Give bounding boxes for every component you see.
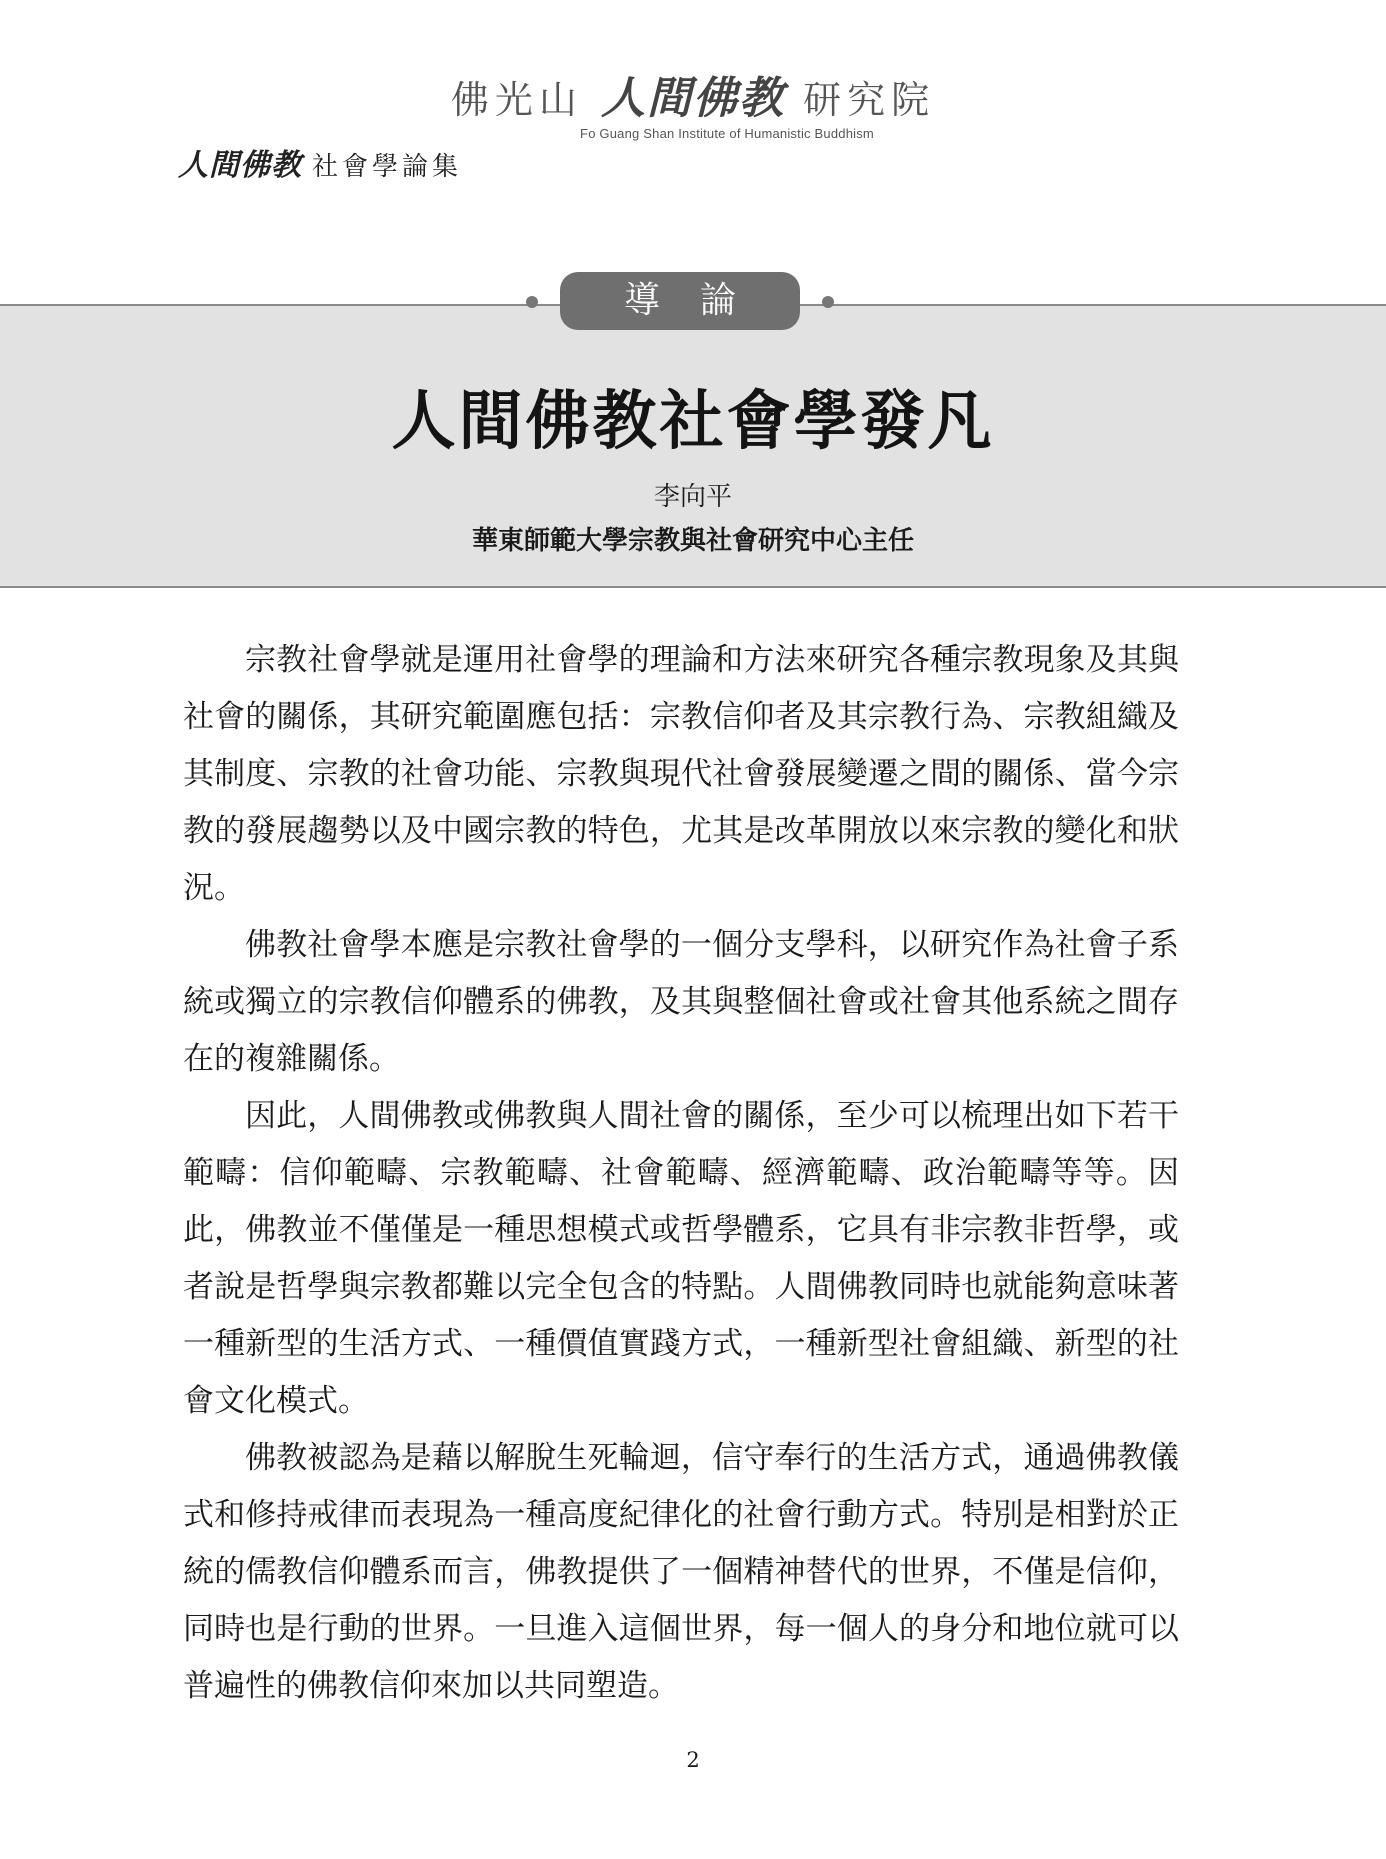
- paragraph: 佛教被認為是藉以解脫生死輪迴，信守奉行的生活方式，通過佛教儀式和修持戒律而表現為一種高度紀律化的社會行動方式。特別是相對於正統的儒教信仰體系而言，佛教提供了一個精神替代的世界，不僅是信仰，同時也是行動的世界。一旦進入這個世界，每一個人的身分和地位就可以普遍性的佛教信仰來加以共同塑造。: [183, 1440, 1179, 1704]
- section-tag: [560, 272, 800, 330]
- author-affiliation: 華東師範大學宗教與社會研究中心主任: [471, 526, 914, 556]
- section-tag-label: 導論: [560, 272, 800, 330]
- institute-english-name: Fo Guang Shan Institute of Humanistic Buddhism: [580, 126, 874, 141]
- right-dot-ornament: [822, 296, 834, 308]
- article-body: [183, 632, 1179, 1715]
- institute-name: [0, 62, 1386, 126]
- paragraph: 宗教社會學就是運用社會學的理論和方法來研究各種宗教現象及其與社會的關係，其研究範圍應包括：宗教信仰者及其宗教行為、宗教組織及其制度、宗教的社會功能、宗教與現代社會發展變遷之間的關係、當今宗教的發展趨勢以及中國宗教的特色，尤其是改革開放以來宗教的變化和狀況。: [183, 642, 1179, 906]
- article-author: 李向平: [653, 482, 732, 512]
- paragraph: 佛教社會學本應是宗教社會學的一個分支學科，以研究作為社會子系統或獨立的宗教信仰體系的佛教，及其與整個社會或社會其他系統之間存在的複雜關係。: [183, 927, 1179, 1077]
- article-title: 人間佛教社會學發凡: [391, 384, 995, 459]
- institute-header: [0, 62, 1386, 141]
- paragraph: 因此，人間佛教或佛教與人間社會的關係，至少可以梳理出如下若干範疇：信仰範疇、宗教範疇、社會範疇、經濟範疇、政治範疇等等。因此，佛教並不僅僅是一種思想模式或哲學體系，它具有非宗教非哲學，或者說是哲學與宗教都難以完全包含的特點。人間佛教同時也就能夠意味著一種新型的生活方式、一種價值實踐方式，一種新型社會組織、新型的社會文化模式。: [183, 1098, 1179, 1419]
- left-dot-ornament: [526, 296, 538, 308]
- series-brand-logo: 人間佛教: [178, 148, 302, 183]
- series-name: 社會學論集: [312, 152, 463, 182]
- series-title: [178, 140, 462, 184]
- institute-suffix: 研究院: [803, 78, 936, 122]
- page-number: 2: [686, 1748, 700, 1772]
- institute-prefix: 佛光山: [450, 78, 583, 122]
- institute-brand-logo: 人間佛教: [601, 73, 785, 124]
